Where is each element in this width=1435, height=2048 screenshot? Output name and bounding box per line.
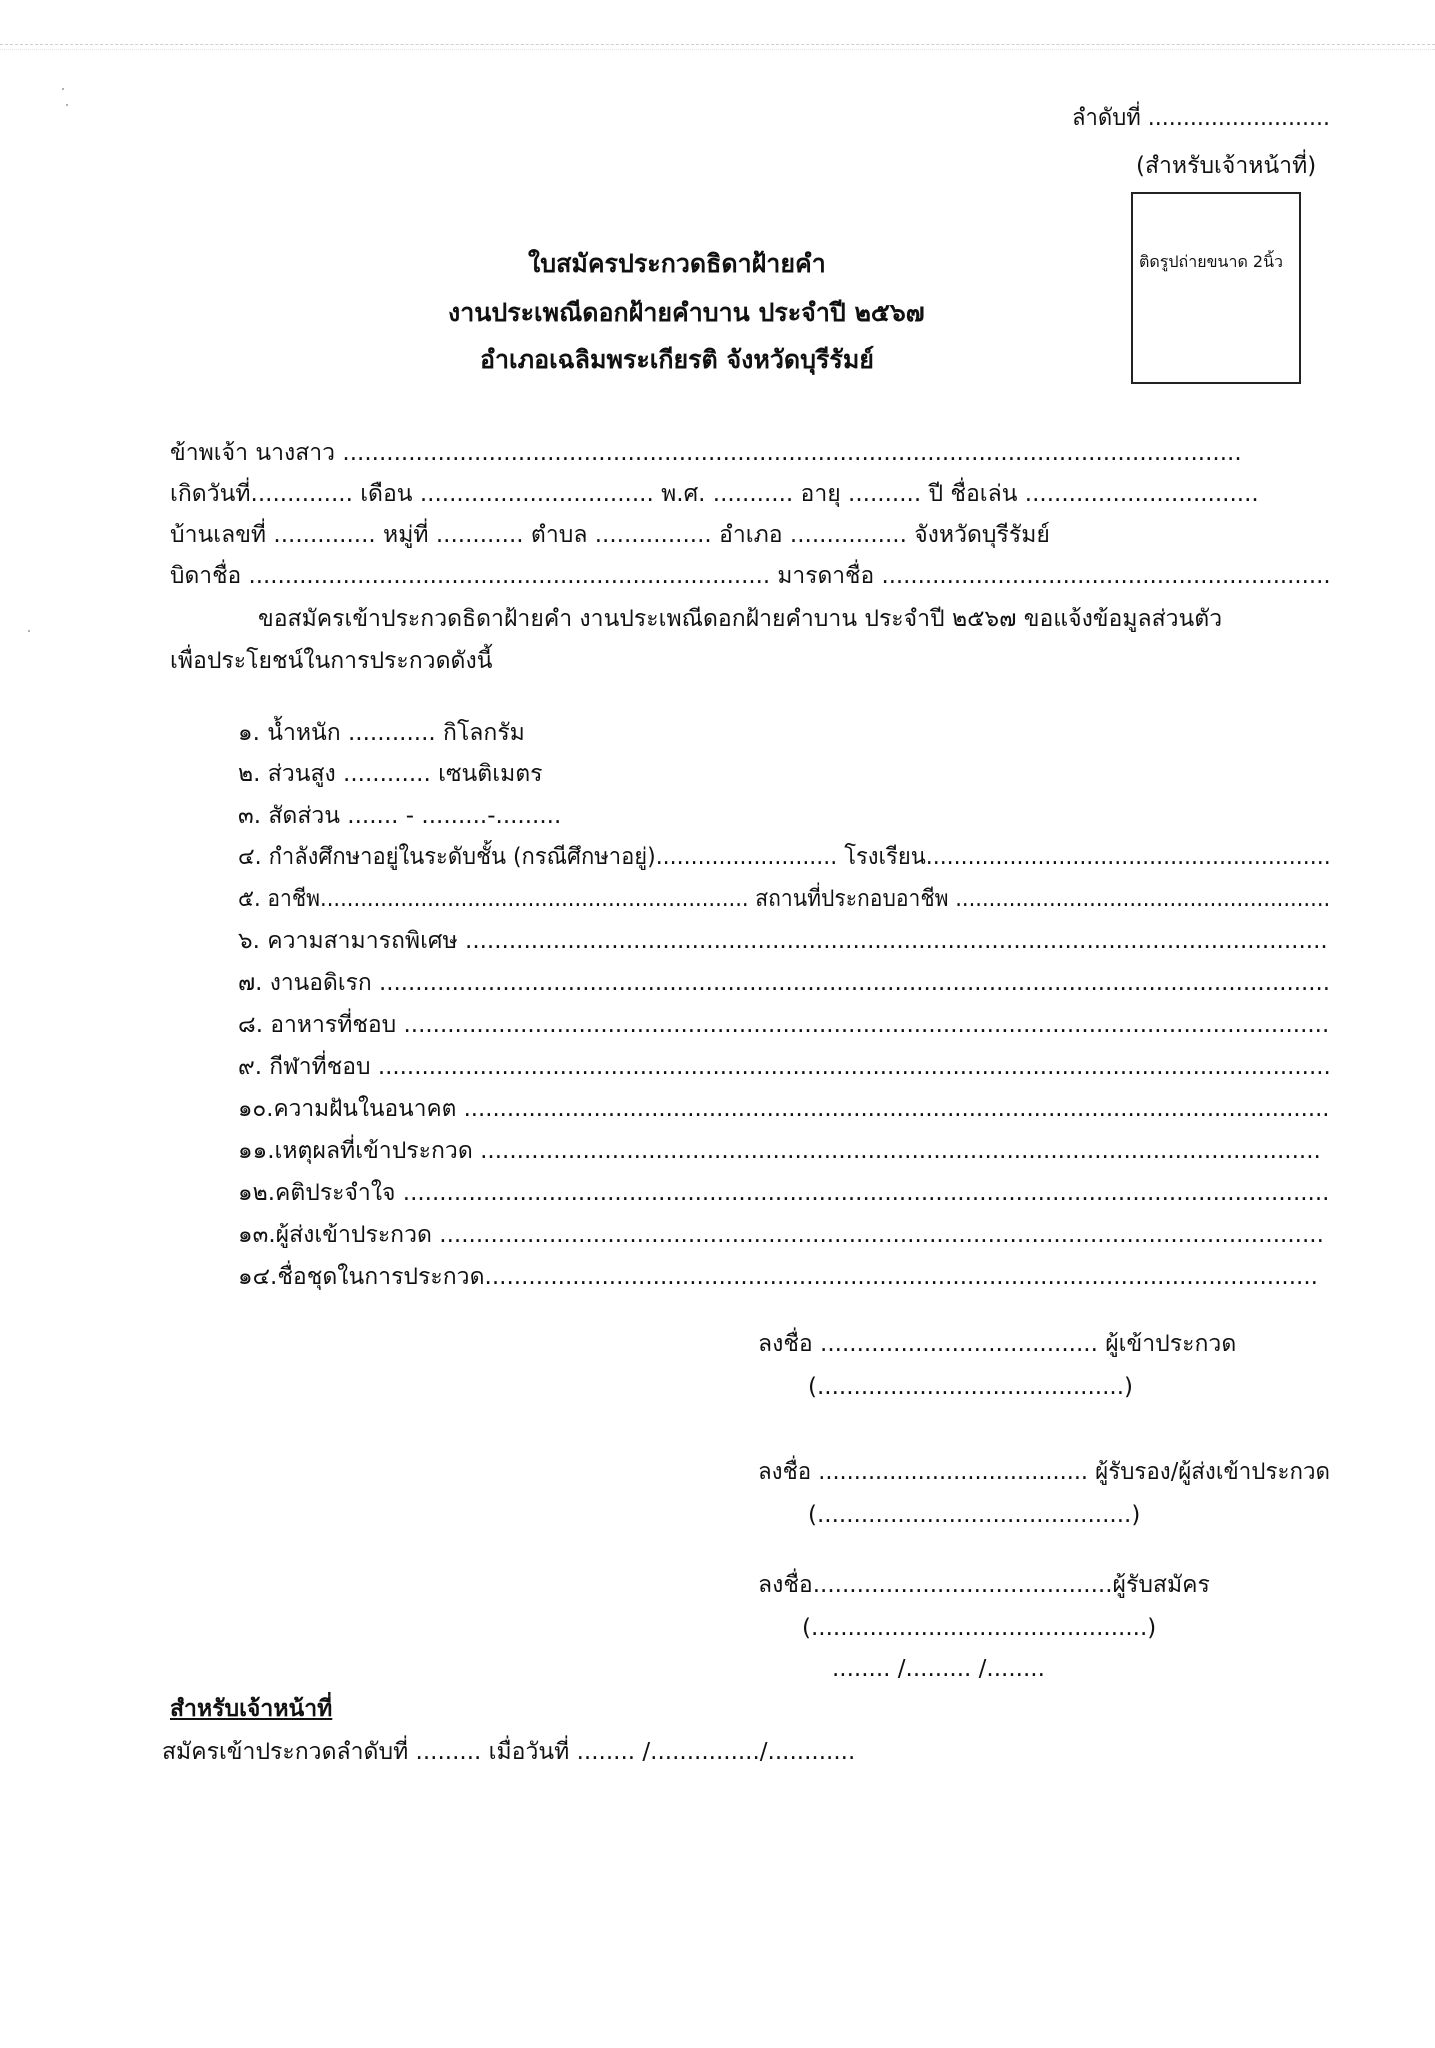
signature-date: ........ /......... /........: [832, 1656, 1045, 1682]
scan-speck: [66, 104, 68, 106]
order-number-field: ลำดับที่ ..........................: [1072, 105, 1331, 131]
signature-receiver-name: (..............................................): [802, 1615, 1157, 1641]
item-hobby: ๗. งานอดิเรก ...................................................................................................................................: [238, 970, 1331, 996]
signature-contestant-name: (..........................................): [808, 1374, 1134, 1400]
item-special-skills: ๖. ความสามารถพิเศษ ......................................................................................................................: [238, 928, 1328, 954]
address-field: บ้านเลขที่ .............. หมู่ที่ ............ ตำบล ................ อำเภอ ................ จังหวัดบุรีรัมย์: [170, 522, 1050, 548]
form-title: ใบสมัครประกวดธิดาฝ้ายคำ: [528, 249, 826, 278]
application-statement-cont: เพื่อประโยชน์ในการประกวดดังนี้: [170, 648, 493, 674]
signature-contestant: ลงชื่อ ...................................... ผู้เข้าประกวด: [758, 1331, 1237, 1357]
item-favorite-sport: ๙. กีฬาที่ชอบ ...................................................................................................................................: [238, 1054, 1331, 1080]
photo-box-label: ติดรูปถ่ายขนาด 2นิ้ว: [1139, 252, 1284, 271]
item-motto: ๑๒.คติประจำใจ ...............................................................................................................................: [238, 1180, 1330, 1206]
item-height: ๒. ส่วนสูง ............ เซนติเมตร: [238, 761, 543, 787]
applicant-name-field: ข้าพเจ้า นางสาว ...........................................................................................................................: [170, 440, 1242, 466]
officer-section-heading: สำหรับเจ้าหน้าที่: [170, 1696, 333, 1722]
item-future-dream: ๑๐.ความฝันในอนาคต ........................................................................................................................: [238, 1096, 1330, 1122]
birth-age-nickname-field: เกิดวันที่.............. เดือน ................................ พ.ศ. ........... อายุ .......... ปี ชื่อเล่น ................................: [170, 481, 1259, 507]
item-weight: ๑. น้ำหนัก ............ กิโลกรัม: [238, 720, 525, 746]
officer-registration-line: สมัครเข้าประกวดลำดับที่ ......... เมื่อวันที่ ........ /.............../............: [162, 1739, 856, 1765]
signature-endorser: ลงชื่อ ...................................... ผู้รับรอง/ผู้ส่งเข้าประกวด: [758, 1459, 1331, 1485]
signature-receiver: ลงชื่อ.........................................ผู้รับสมัคร: [758, 1572, 1210, 1598]
item-education: ๔. กำลังศึกษาอยู่ในระดับชั้น (กรณีศึกษาอยู่).......................... โรงเรียน..........................................................: [238, 844, 1331, 870]
scan-speck: [62, 88, 64, 90]
item-reason: ๑๑.เหตุผลที่เข้าประกวด ...................................................................................................................: [238, 1138, 1321, 1164]
item-costume-name: ๑๔.ชื่อชุดในการประกวด..................................................................................................................: [238, 1264, 1318, 1290]
item-sponsor: ๑๓.ผู้ส่งเข้าประกวด .........................................................................................................................: [238, 1222, 1324, 1248]
scan-speck: [28, 630, 30, 632]
item-favorite-food: ๘. อาหารที่ชอบ ...............................................................................................................................: [238, 1012, 1330, 1038]
item-occupation: ๕. อาชีพ................................................................ สถานที่ประกอบอาชีพ ........................................................: [238, 886, 1331, 912]
parents-field: บิดาชื่อ ........................................................................ มารดาชื่อ ..............................................................: [170, 563, 1331, 589]
form-subtitle-event: งานประเพณีดอกฝ้ายคำบาน ประจำปี ๒๕๖๗: [448, 298, 925, 327]
officer-use-note: (สำหรับเจ้าหน้าที่): [1136, 153, 1317, 179]
signature-endorser-name: (...........................................): [808, 1502, 1141, 1528]
scan-edge: [0, 44, 1435, 50]
form-subtitle-location: อำเภอเฉลิมพระเกียรติ จังหวัดบุรีรัมย์: [480, 345, 874, 374]
photo-box: [1131, 192, 1301, 384]
item-proportions: ๓. สัดส่วน ....... - .........-.........: [238, 803, 562, 829]
application-statement: ขอสมัครเข้าประกวดธิดาฝ้ายคำ งานประเพณีดอกฝ้ายคำบาน ประจำปี ๒๕๖๗ ขอแจ้งข้อมูลส่วนตัว: [258, 606, 1223, 632]
